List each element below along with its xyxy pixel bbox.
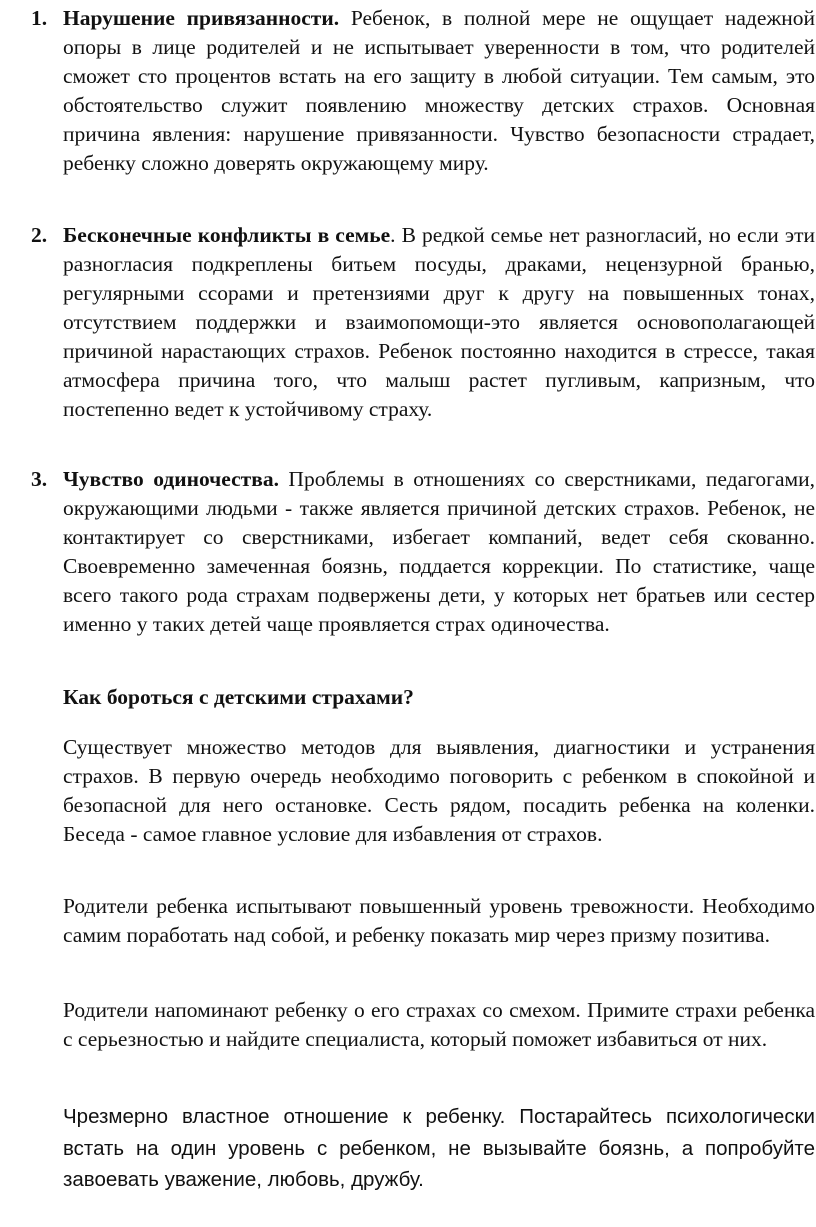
section-heading: Как бороться с детскими страхами? — [63, 685, 414, 709]
list-item — [31, 221, 816, 424]
list-item-number: 2. — [31, 223, 48, 247]
list-item-title: Чувство одиночества. — [63, 467, 279, 491]
paragraph: Родители напоминают ребенку о его страхах со смехом. Примите страхи ребенка с серьезностью и найдите специалиста, который поможет избавиться от них. — [63, 998, 815, 1051]
list-item-text: . В редкой семье нет разногласий, но если эти разногласия подкреплены битьем посуды, драками, нецензурной бранью, регулярными ссорами и претензиями друг к другу на повышенных тонах, отсутствием поддержки и взаимопомощи-это является основополагающей причиной нарастающих страхов. Ребенок постоянно находится в стрессе, такая атмосфера причина того, что малыш растет пугливым, капризным, что постепенно ведет к устойчивому страху. — [63, 223, 816, 421]
list-item-title: Бесконечные конфликты в семье — [63, 223, 391, 247]
list-item-title: Нарушение привязанности. — [63, 6, 340, 30]
list-item-number: 1. — [31, 6, 48, 30]
paragraph: Родители ребенка испытывают повышенный уровень тревожности. Необходимо самим поработать над собой, и ребенку показать мир через призму позитива. — [63, 894, 815, 947]
list-item — [31, 4, 815, 178]
list-item-text: Проблемы в отношениях со сверстниками, педагогами, окружающими людьми - также является причиной детских страхов. Ребенок, не контактирует со сверстниками, избегает компаний, ведет себя скованно. Своевременно замеченная боязнь, поддается коррекции. По статистике, чаще всего такого рода страхам подвержены дети, у которых нет братьев или сестер именно у таких детей чаще проявляется страх одиночества. — [63, 467, 815, 636]
paragraph: Чрезмерно властное отношение к ребенку. Постарайтесь психологически встать на один уровень с ребенком, не вызывайте боязнь, а попробуйте завоевать уважение, любовь, дружбу. — [63, 1105, 815, 1191]
paragraph: Существует множество методов для выявления, диагностики и устранения страхов. В первую очередь необходимо поговорить с ребенком в спокойной и безопасной для него остановке. Сесть рядом, посадить ребенка на коленки. Беседа - самое главное условие для избавления от страхов. — [63, 735, 815, 846]
list-item-text: Ребенок, в полной мере не ощущает надежной опоры в лице родителей и не испытывает уверенности в том, что родителей сможет сто процентов встать на его защиту в любой ситуации. Тем самым, это обстоятельство служит появлению множеству детских страхов. Основная причина явления: нарушение привязанности. Чувство безопасности страдает, ребенку сложно доверять окружающему миру. — [63, 6, 815, 175]
list-item-number: 3. — [31, 467, 48, 491]
list-item — [31, 465, 815, 639]
